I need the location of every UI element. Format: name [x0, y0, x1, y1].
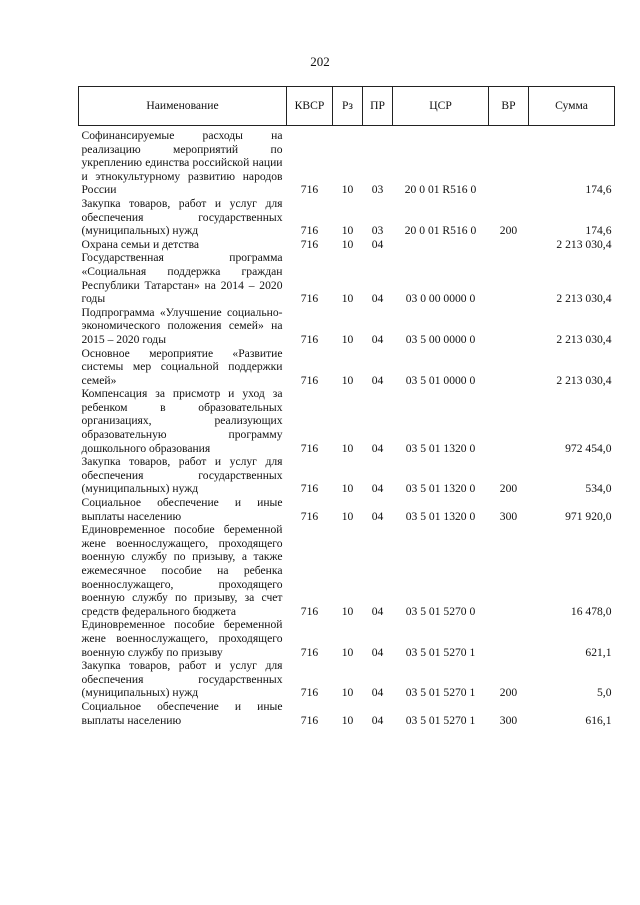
table-row	[79, 496, 615, 523]
row-rz: 10	[341, 482, 354, 496]
header-vr: ВР	[489, 87, 529, 126]
row-vr: 200	[499, 482, 518, 496]
header-csr: ЦСР	[393, 87, 489, 126]
page-number: 202	[310, 54, 330, 69]
row-rz: 10	[341, 237, 354, 251]
row-pr: 04	[371, 713, 384, 727]
row-sum: 174,6	[585, 183, 612, 197]
row-vr	[489, 387, 529, 455]
table-row	[79, 197, 615, 238]
row-kvsr: 716	[300, 441, 319, 455]
row-csr: 03 5 01 1320 0	[405, 509, 476, 523]
table-row	[79, 251, 615, 305]
row-rz: 10	[341, 183, 354, 197]
table-row	[79, 126, 615, 197]
row-sum: 971 920,0	[565, 509, 612, 523]
row-name: Компенсация за присмотр и уход за ребенком в образовательных организациях, реализующих образовательную программу дошкольного образования	[81, 387, 283, 455]
row-rz: 10	[341, 224, 354, 238]
header-pr: ПР	[363, 87, 393, 126]
table-row	[79, 387, 615, 455]
table-body	[79, 126, 615, 728]
row-name: Социальное обеспечение и иные выплаты населению	[81, 699, 283, 727]
row-kvsr: 716	[300, 482, 319, 496]
header-sum: Сумма	[529, 87, 615, 126]
table-row	[79, 618, 615, 659]
row-vr: 300	[499, 713, 518, 727]
row-pr: 04	[371, 482, 384, 496]
row-rz: 10	[341, 509, 354, 523]
row-name: Основное мероприятие «Развитие системы мер социальной поддержки семей»	[81, 346, 283, 387]
row-sum: 2 213 030,4	[556, 332, 612, 346]
row-pr: 04	[371, 686, 384, 700]
row-name: Социальное обеспечение и иные выплаты населению	[81, 496, 283, 523]
row-sum: 5,0	[597, 686, 612, 700]
row-sum: 616,1	[585, 713, 612, 727]
row-vr	[489, 618, 529, 659]
row-pr: 04	[371, 509, 384, 523]
row-kvsr: 716	[300, 713, 319, 727]
table-row	[79, 523, 615, 618]
row-vr: 200	[499, 224, 518, 238]
row-kvsr: 716	[300, 604, 319, 618]
row-vr	[489, 251, 529, 305]
row-csr: 03 5 00 0000 0	[405, 332, 476, 346]
row-vr	[489, 238, 529, 252]
row-sum: 972 454,0	[565, 441, 612, 455]
row-vr	[489, 347, 529, 388]
row-sum: 2 213 030,4	[556, 292, 612, 306]
row-kvsr: 716	[300, 332, 319, 346]
row-csr: 03 5 01 0000 0	[405, 373, 476, 387]
table-row	[79, 238, 615, 252]
row-kvsr: 716	[300, 237, 319, 251]
row-kvsr: 716	[300, 292, 319, 306]
budget-table	[78, 86, 615, 727]
row-rz: 10	[341, 604, 354, 618]
row-name: Единовременное пособие беременной жене военнослужащего, проходящего военную службу по призыву, а также ежемесячное пособие на ребенка военнослужащего, проходящего военную службу по призыву, за счет средств федерального бюджета	[81, 523, 283, 618]
row-pr: 04	[371, 645, 384, 659]
row-sum: 534,0	[585, 482, 612, 496]
table-row	[79, 347, 615, 388]
row-pr: 04	[371, 237, 384, 251]
row-csr: 03 5 01 5270 1	[405, 686, 476, 700]
row-kvsr: 716	[300, 686, 319, 700]
row-name: Подпрограмма «Улучшение социально-экономического положения семей» на 2015 – 2020 годы	[81, 305, 283, 346]
row-rz: 10	[341, 373, 354, 387]
row-sum: 2 213 030,4	[556, 237, 612, 251]
row-csr	[393, 238, 489, 252]
row-pr: 04	[371, 441, 384, 455]
row-vr: 200	[499, 686, 518, 700]
row-kvsr: 716	[300, 183, 319, 197]
row-vr	[489, 523, 529, 618]
row-csr: 03 5 01 5270 1	[405, 645, 476, 659]
table-row	[79, 306, 615, 347]
row-pr: 04	[371, 373, 384, 387]
row-pr: 04	[371, 292, 384, 306]
table-row	[79, 659, 615, 700]
row-sum: 2 213 030,4	[556, 373, 612, 387]
row-rz: 10	[341, 292, 354, 306]
row-pr: 04	[371, 332, 384, 346]
row-rz: 10	[341, 332, 354, 346]
row-sum: 621,1	[585, 645, 612, 659]
header-kvsr: КВСР	[287, 87, 333, 126]
row-rz: 10	[341, 441, 354, 455]
table-row	[79, 700, 615, 727]
table-row	[79, 455, 615, 496]
row-vr	[489, 306, 529, 347]
row-name: Охрана семьи и детства	[81, 237, 200, 251]
row-csr: 03 5 01 1320 0	[405, 482, 476, 496]
row-name: Закупка товаров, работ и услуг для обеспечения государственных (муниципальных) нужд	[81, 196, 283, 238]
row-csr: 03 5 01 5270 0	[405, 604, 476, 618]
row-csr: 20 0 01 R516 0	[404, 224, 477, 238]
header-rz: Рз	[333, 87, 363, 126]
row-csr: 03 5 01 1320 0	[405, 441, 476, 455]
row-name: Государственная программа «Социальная поддержка граждан Республики Татарстан» на 2014 – 2020 годы	[81, 251, 283, 306]
row-name: Единовременное пособие беременной жене военнослужащего, проходящего военную службу по призыву	[81, 618, 283, 659]
row-kvsr: 716	[300, 224, 319, 238]
row-name: Закупка товаров, работ и услуг для обеспечения государственных (муниципальных) нужд	[81, 455, 283, 496]
table-header	[79, 87, 615, 126]
row-rz: 10	[341, 645, 354, 659]
row-csr: 20 0 01 R516 0	[404, 183, 477, 197]
row-vr	[489, 126, 529, 197]
row-sum: 16 478,0	[570, 604, 612, 618]
row-kvsr: 716	[300, 645, 319, 659]
row-kvsr: 716	[300, 509, 319, 523]
row-pr: 04	[371, 604, 384, 618]
row-csr: 03 0 00 0000 0	[405, 292, 476, 306]
row-pr: 03	[371, 183, 384, 197]
row-sum: 174,6	[585, 224, 612, 238]
row-kvsr: 716	[300, 373, 319, 387]
row-csr: 03 5 01 5270 1	[405, 713, 476, 727]
row-name: Софинансируемые расходы на реализацию мероприятий по укреплению единства российской нации и этнокультурному развитию народов России	[81, 129, 283, 197]
header-name: Наименование	[79, 87, 287, 126]
row-pr: 03	[371, 224, 384, 238]
header-row	[79, 87, 615, 126]
row-rz: 10	[341, 686, 354, 700]
row-name: Закупка товаров, работ и услуг для обеспечения государственных (муниципальных) нужд	[81, 659, 283, 700]
row-rz: 10	[341, 713, 354, 727]
row-vr: 300	[499, 509, 518, 523]
